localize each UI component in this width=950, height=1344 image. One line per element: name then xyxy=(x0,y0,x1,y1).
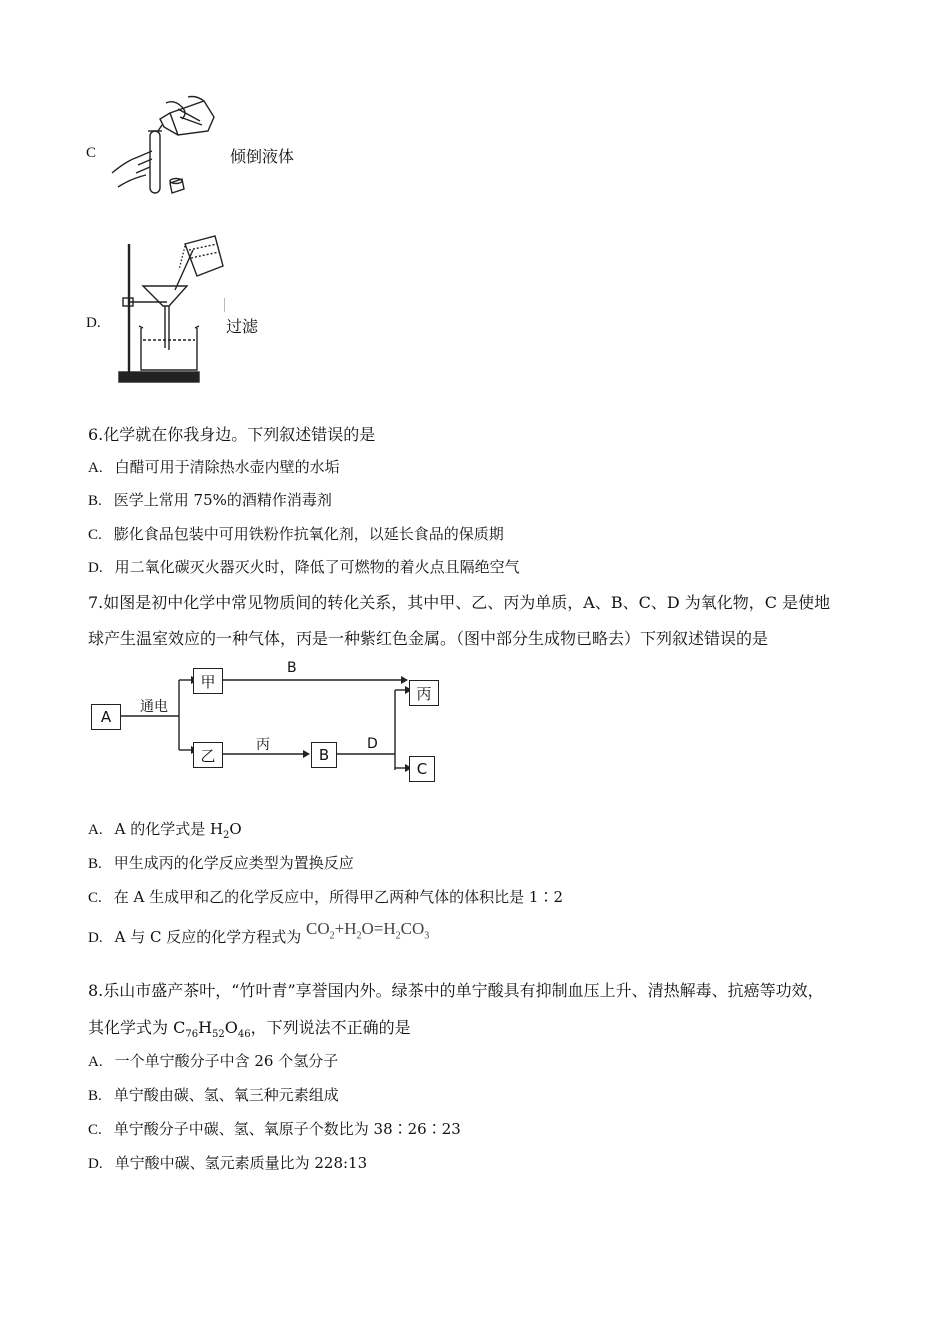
equation-formula: $CO_2+H_2O=H_2CO_3$ xyxy=(306,919,430,942)
q8-option-a: A. 一个单宁酸分子中含 26 个氢分子 xyxy=(88,1052,339,1070)
q7-stem-line1: 7.如图是初中化学中常见物质间的转化关系，其中甲、乙、丙为单质，A、B、C、D 为氧化物，C 是使地 xyxy=(88,593,831,612)
q8-option-c: C. 单宁酸分子中碳、氢、氧原子个数比为 38∶26∶23 xyxy=(88,1120,461,1138)
option-c-caption: 倾倒液体 xyxy=(230,147,295,166)
box-a: A xyxy=(91,704,121,730)
q7-option-b: B. 甲生成丙的化学反应类型为置换反应 xyxy=(88,854,354,872)
q8-stem-line2: 其化学式为 $C_{76}H_{52}O_{46}$，下列说法不正确的是 xyxy=(88,1018,411,1041)
q6-option-a: A. 白醋可用于清除热水壶内壁的水垢 xyxy=(88,458,340,476)
diagram-lines xyxy=(85,660,445,785)
box-bing: 丙 xyxy=(409,680,439,706)
option-d-letter: D. xyxy=(86,315,101,331)
q8-option-d: D. 单宁酸中碳、氢元素质量比为 228:13 xyxy=(88,1154,368,1172)
q6-stem: 6.化学就在你我身边。下列叙述错误的是 xyxy=(88,425,376,444)
q6-option-b: B. 医学上常用 75%的酒精作消毒剂 xyxy=(88,491,332,509)
box-b: B xyxy=(311,742,337,768)
stray-mark xyxy=(224,298,229,312)
q6-option-d: D. 用二氧化碳灭火器灭火时，降低了可燃物的着火点且隔绝空气 xyxy=(88,558,520,576)
q8-option-b: B. 单宁酸由碳、氢、氧三种元素组成 xyxy=(88,1086,339,1104)
conversion-diagram xyxy=(85,660,445,785)
q7-option-d: D. A 与 C 反应的化学方程式为 $CO_2+H_2O=H_2CO_3$ xyxy=(88,919,430,946)
q6-option-c: C. 膨化食品包装中可用铁粉作抗氧化剂，以延长食品的保质期 xyxy=(88,525,504,543)
label-b: B xyxy=(287,660,297,676)
pouring-liquid-illustration xyxy=(108,95,220,207)
label-bing: 丙 xyxy=(256,737,270,753)
filtration-apparatus-illustration xyxy=(115,232,230,387)
option-c-letter: C xyxy=(86,145,97,161)
label-tongdian: 通电 xyxy=(140,699,168,715)
option-d-caption: 过滤 xyxy=(226,317,259,336)
q7-option-c: C. 在 A 生成甲和乙的化学反应中，所得甲乙两种气体的体积比是 1∶2 xyxy=(88,888,563,906)
box-jia: 甲 xyxy=(193,668,223,694)
label-d: D xyxy=(367,736,378,752)
box-c: C xyxy=(409,756,435,782)
q7-stem-line2: 球产生温室效应的一种气体，丙是一种紫红色金属。（图中部分生成物已略去）下列叙述错误的是 xyxy=(88,629,769,648)
q8-stem-line1: 8.乐山市盛产茶叶，“竹叶青”享誉国内外。绿茶中的单宁酸具有抑制血压上升、清热解毒、抗癌等功效， xyxy=(88,981,824,1000)
box-yi: 乙 xyxy=(193,742,223,768)
q7-option-a: A. A 的化学式是 $H_2O$ xyxy=(88,820,242,841)
